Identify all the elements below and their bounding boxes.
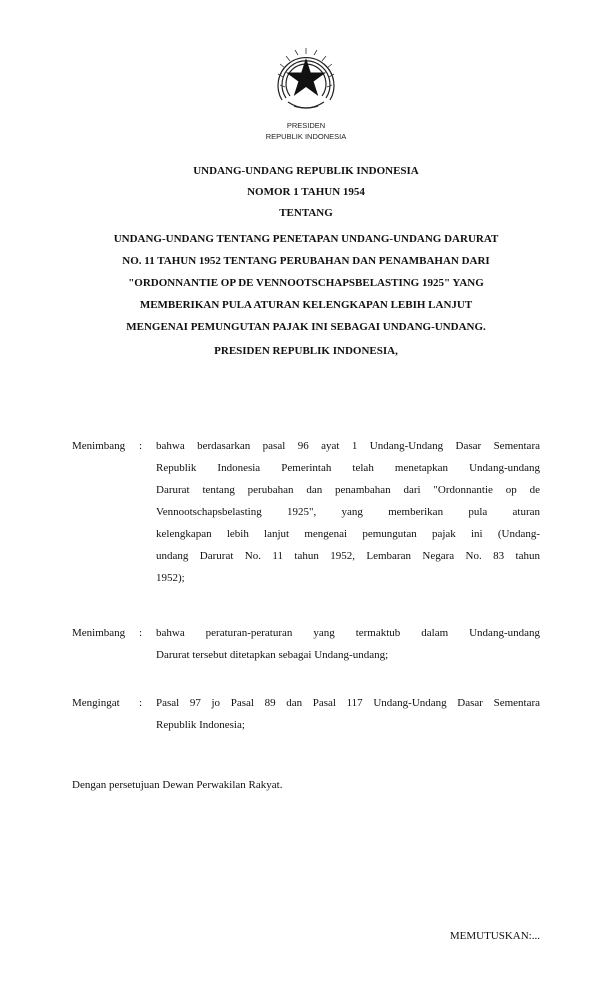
president-heading: PRESIDEN REPUBLIK INDONESIA,: [214, 345, 398, 357]
title-line: MEMBERIKAN PULA ATURAN KELENGKAPAN LEBIH LANJUT: [139, 299, 473, 311]
section-colon: :: [139, 627, 143, 639]
section-label: Menimbang: [72, 627, 126, 639]
title-line: NO. 11 TAHUN 1952 TENTANG PERUBAHAN DAN PENAMBAHAN DARI: [122, 255, 490, 267]
title-line: TENTANG: [279, 207, 333, 219]
title-line: UNDANG-UNDANG TENTANG PENETAPAN UNDANG-UNDANG DARURAT: [113, 233, 499, 245]
section-line: Republik Indonesia Pemerintah telah menetapkan Undang-undang: [156, 462, 540, 474]
section-line: 1952);: [156, 572, 185, 584]
star-wreath-emblem-icon: [268, 44, 344, 116]
section-line: undang Darurat No. 11 tahun 1952, Lembaran Negara No. 83 tahun: [156, 550, 540, 562]
title-line: MENGENAI PEMUNGUTAN PAJAK INI SEBAGAI UNDANG-UNDANG.: [126, 321, 486, 333]
section-line: Darurat tentang perubahan dan penambahan dari "Ordonnantie op de: [156, 484, 540, 496]
section-label: Mengingat: [72, 697, 120, 709]
section-label: Menimbang: [72, 440, 126, 452]
section-colon: :: [139, 697, 143, 709]
section-line: Pasal 97 jo Pasal 89 dan Pasal 117 Undang-Undang Dasar Sementara: [156, 697, 540, 709]
section-line: bahwa berdasarkan pasal 96 ayat 1 Undang-Undang Dasar Sementara: [156, 440, 540, 452]
seal-label-presiden: PRESIDEN: [286, 121, 326, 130]
section-line: kelengkapan lebih lanjut mengenai pemungutan pajak ini (Undang-: [156, 528, 540, 540]
seal-label-republik: REPUBLIK INDONESIA: [265, 132, 347, 141]
title-line: "ORDONNANTIE OP DE VENNOOTSCHAPSBELASTING 1925" YANG: [128, 277, 484, 289]
section-line: Vennootschapsbelasting 1925", yang memberikan pula aturan: [156, 506, 540, 518]
title-line: UNDANG-UNDANG REPUBLIK INDONESIA: [193, 165, 419, 177]
section-colon: :: [139, 440, 143, 452]
section-line: Republik Indonesia;: [156, 719, 245, 731]
approval-text: Dengan persetujuan Dewan Perwakilan Rakyat.: [72, 779, 283, 791]
title-line: NOMOR 1 TAHUN 1954: [247, 186, 365, 198]
continuation-text: MEMUTUSKAN:...: [449, 930, 540, 942]
section-line: Darurat tersebut ditetapkan sebagai Undang-undang;: [156, 649, 389, 661]
section-line: bahwa peraturan-peraturan yang termaktub dalam Undang-undang: [156, 627, 540, 639]
